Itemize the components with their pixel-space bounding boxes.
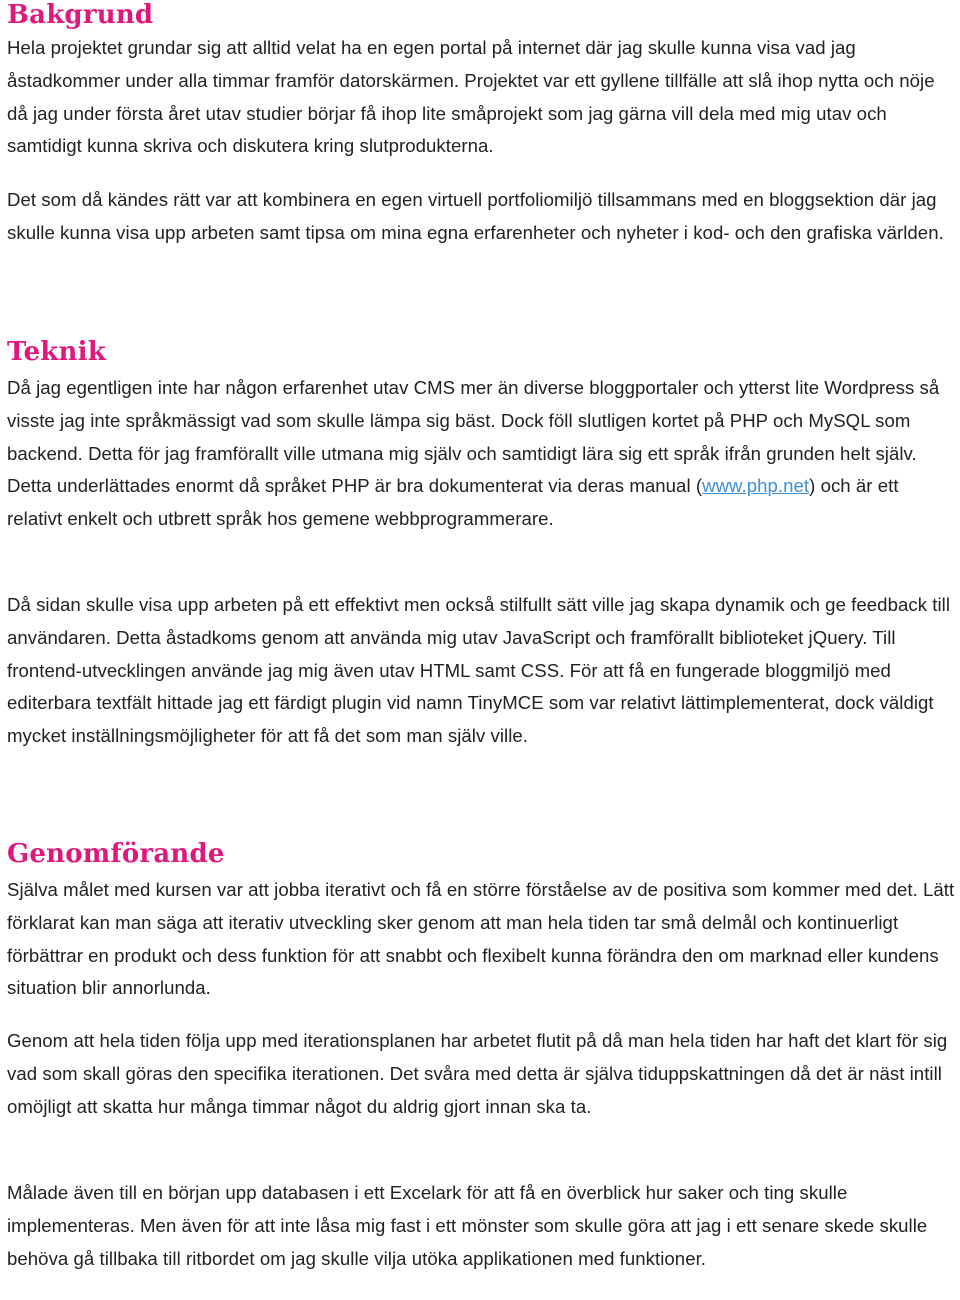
paragraph-teknik-1 (7, 372, 957, 536)
paragraph-genomforande-2: Genom att hela tiden följa upp med iterationsplanen har arbetet flutit på då man hela tiden har haft det klart för sig vad som skall göras den specifika iterationen. Det svåra med detta är själva tiduppskattningen då det är näst intill omöjligt att skatta hur många timmar något du aldrig gjort innan ska ta. (7, 1030, 948, 1117)
section-heading-genomforande: Genomförande (7, 839, 225, 869)
paragraph-bakgrund-1: Hela projektet grundar sig att alltid velat ha en egen portal på internet där jag skulle kunna visa vad jag åstadkommer under alla timmar framför datorskärmen. Projektet var ett gyllene tillfälle att slå ihop nytta och nöje då jag under första året utav studier börjar få ihop lite småprojekt som jag gärna vill dela med mig utav och samtidigt kunna skriva och diskutera kring slutprodukterna. (7, 37, 935, 157)
paragraph-genomforande-1: Själva målet med kursen var att jobba iterativt och få en större förståelse av de positiva som kommer med det. Lätt förklarat kan man säga att iterativ utveckling sker genom att man hela tiden tar små delmål och kontinuerligt förbättrar en produkt och dess funktion för att snabbt och flexibelt kunna förändra den om marknad eller kundens situation blir annorlunda. (7, 879, 955, 999)
paragraph-teknik-1-text-before-link: Då jag egentligen inte har någon erfarenhet utav CMS mer än diverse bloggportaler och ytterst lite Wordpress så visste jag inte språkmässigt vad som skulle lämpa sig bäst. Dock föll slutligen kortet på PHP och MySQL som backend. Detta för jag framförallt ville utmana mig själv och samtidigt lära sig ett språk ifrån grunden helt själv. Detta underlättades enormt då språket PHP är bra dokumenterat via deras manual ( (7, 377, 940, 497)
paragraph-teknik-2: Då sidan skulle visa upp arbeten på ett effektivt men också stilfullt sätt ville jag skapa dynamik och ge feedback till användaren. Detta åstadkoms genom att använda mig utav JavaScript och framförallt biblioteket jQuery. Till frontend-utvecklingen använde jag mig även utav HTML samt CSS. För att få en fungerade bloggmiljö med editerbara textfält hittade jag ett färdigt plugin vid namn TinyMCE som var relativt lättimplementerat, dock väldigt mycket inställningsmöjligheter för att få det som man själv ville. (7, 594, 951, 747)
section-heading-bakgrund: Bakgrund (7, 0, 154, 30)
section-heading-teknik: Teknik (7, 337, 106, 367)
paragraph-genomforande-3: Målade även till en början upp databasen i ett Excelark för att få en överblick hur saker och ting skulle implementeras. Men även för att inte låsa mig fast i ett mönster som skulle göra att jag i ett senare skede skulle behöva gå tillbaka till ritbordet om jag skulle vilja utöka applikationen med funktioner. (7, 1182, 928, 1269)
php-manual-link[interactable]: www.php.net (702, 475, 810, 497)
paragraph-bakgrund-2: Det som då kändes rätt var att kombinera en egen virtuell portfoliomiljö tillsammans med en bloggsektion där jag skulle kunna visa upp arbeten samt tipsa om mina egna erfarenheter och nyheter i kod- och den grafiska världen. (7, 189, 944, 243)
paragraph-teknik-1-text-after-link: ) och är ett relativt enkelt och utbrett språk hos gemene webbprogrammerare. (7, 475, 899, 530)
